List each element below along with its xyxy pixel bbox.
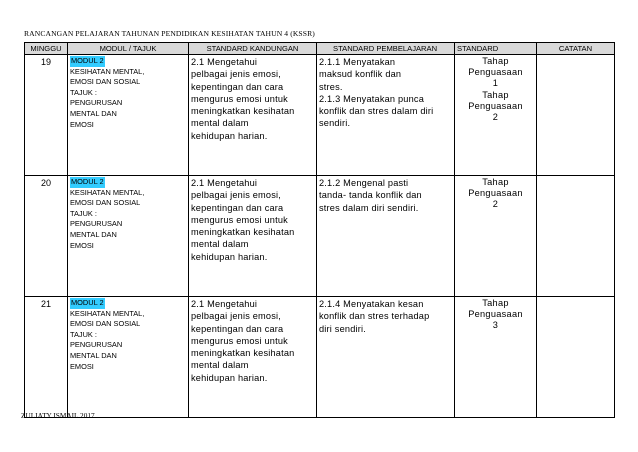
content-standard-line: mengurus emosi untuk (191, 93, 288, 104)
module-line: EMOSI (70, 240, 94, 250)
module-cell (68, 176, 189, 297)
module-line: EMOSI DAN SOSIAL (70, 77, 141, 87)
week-cell: 19 (25, 55, 68, 176)
performance-standard-line: Tahap (482, 177, 509, 187)
performance-standard-line: 3 (492, 320, 499, 331)
learning-standard-line: tanda- tanda konflik dan (319, 190, 422, 201)
learning-standard-line: stres. (319, 81, 343, 92)
performance-standard-line: Penguasaan (468, 188, 523, 199)
module-heading: MODUL 2 (71, 298, 104, 307)
performance-standard-line: 2 (492, 199, 499, 210)
module-line: EMOSI (70, 361, 94, 371)
module-line: EMOSI DAN SOSIAL (70, 198, 141, 208)
content-standard-line: 2.1 Mengetahui (191, 57, 258, 67)
module-line: KESIHATAN MENTAL, (70, 66, 145, 76)
col-header-minggu: MINGGU (25, 43, 68, 55)
content-standard-line: 2.1 Mengetahui (191, 299, 258, 309)
module-line: TAJUK : (70, 329, 97, 339)
performance-standard-line: Tahap (482, 89, 509, 100)
col-header-pembelajaran: STANDARD PEMBELAJARAN (317, 43, 455, 55)
content-standard-line: kepentingan dan cara (191, 81, 284, 92)
table-row (25, 176, 615, 297)
module-line: KESIHATAN MENTAL, (70, 308, 145, 318)
performance-standard-line: Tahap (482, 298, 509, 308)
content-standard-line: kepentingan dan cara (191, 202, 284, 213)
performance-standard-line: Penguasaan (468, 309, 523, 320)
content-standard-cell (189, 297, 317, 418)
table-row (25, 55, 615, 176)
learning-standard-cell (317, 176, 455, 297)
content-standard-line: meningkatkan kesihatan (191, 227, 295, 238)
performance-standard-line: 2 (492, 112, 499, 123)
col-header-standard: STANDARD (455, 43, 537, 55)
content-standard-line: meningkatkan kesihatan (191, 106, 295, 117)
lesson-plan-table (24, 42, 615, 418)
module-line: MENTAL DAN (70, 229, 117, 239)
notes-cell (537, 55, 615, 176)
learning-standard-line: konflik dan stres terhadap (319, 311, 430, 322)
col-header-kandungan: STANDARD KANDUNGAN (189, 43, 317, 55)
module-line: PENGURUSAN (70, 219, 123, 229)
learning-standard-cell (317, 297, 455, 418)
module-line: TAJUK : (70, 87, 97, 97)
content-standard-line: mental dalam (191, 118, 249, 129)
learning-standard-line: 2.1.4 Menyatakan kesan (319, 299, 424, 309)
module-line: KESIHATAN MENTAL, (70, 187, 145, 197)
table-row (25, 297, 615, 418)
learning-standard-line: sendiri. (319, 118, 351, 129)
learning-standard-line: 2.1.2 Mengenal pasti (319, 178, 409, 188)
document-title: RANCANGAN PELAJARAN TAHUNAN PENDIDIKAN KESIHATAN TAHUN 4 (KSSR) (24, 29, 315, 38)
content-standard-line: kehidupan harian. (191, 130, 268, 141)
learning-standard-line: stres dalam diri sendiri. (319, 202, 419, 213)
module-cell (68, 297, 189, 418)
learning-standard-line: 2.1.1 Menyatakan (319, 57, 396, 67)
content-standard-line: kepentingan dan cara (191, 323, 284, 334)
module-heading: MODUL 2 (71, 56, 104, 65)
notes-cell (537, 297, 615, 418)
performance-standard-cell (455, 297, 537, 418)
content-standard-line: mental dalam (191, 239, 249, 250)
performance-standard-line: Penguasaan (468, 100, 523, 111)
module-line: EMOSI DAN SOSIAL (70, 319, 141, 329)
content-standard-line: pelbagai jenis emosi, (191, 311, 282, 322)
week-cell: 20 (25, 176, 68, 297)
learning-standard-line: 2.1.3 Menyatakan punca (319, 93, 425, 104)
learning-standard-line: konflik dan stres dalam diri (319, 106, 434, 117)
performance-standard-line: Penguasaan (468, 67, 523, 78)
notes-cell (537, 176, 615, 297)
content-standard-cell (189, 55, 317, 176)
module-line: TAJUK : (70, 208, 97, 218)
module-line: EMOSI (70, 119, 94, 129)
learning-standard-cell (317, 55, 455, 176)
content-standard-line: pelbagai jenis emosi, (191, 69, 282, 80)
content-standard-line: mengurus emosi untuk (191, 214, 288, 225)
content-standard-cell (189, 176, 317, 297)
performance-standard-cell (455, 176, 537, 297)
col-header-catatan: CATATAN (537, 43, 615, 55)
module-line: PENGURUSAN (70, 340, 123, 350)
col-header-modul: MODUL / TAJUK (68, 43, 189, 55)
table-header-row (25, 43, 615, 55)
module-line: MENTAL DAN (70, 350, 117, 360)
module-line: PENGURUSAN (70, 98, 123, 108)
week-cell: 21 (25, 297, 68, 418)
content-standard-line: kehidupan harian. (191, 251, 268, 262)
module-line: MENTAL DAN (70, 108, 117, 118)
content-standard-line: 2.1 Mengetahui (191, 178, 258, 188)
performance-standard-line: Tahap (482, 56, 509, 66)
content-standard-line: kehidupan harian. (191, 372, 268, 383)
learning-standard-line: diri sendiri. (319, 323, 367, 334)
content-standard-line: meningkatkan kesihatan (191, 348, 295, 359)
content-standard-line: mengurus emosi untuk (191, 335, 288, 346)
module-heading: MODUL 2 (71, 177, 104, 186)
content-standard-line: pelbagai jenis emosi, (191, 190, 282, 201)
footer-author: ZULIATY ISMAIL 2017 (21, 411, 95, 420)
content-standard-line: mental dalam (191, 360, 249, 371)
learning-standard-line: maksud konflik dan (319, 69, 402, 80)
performance-standard-line: 1 (492, 78, 499, 89)
performance-standard-cell (455, 55, 537, 176)
module-cell (68, 55, 189, 176)
